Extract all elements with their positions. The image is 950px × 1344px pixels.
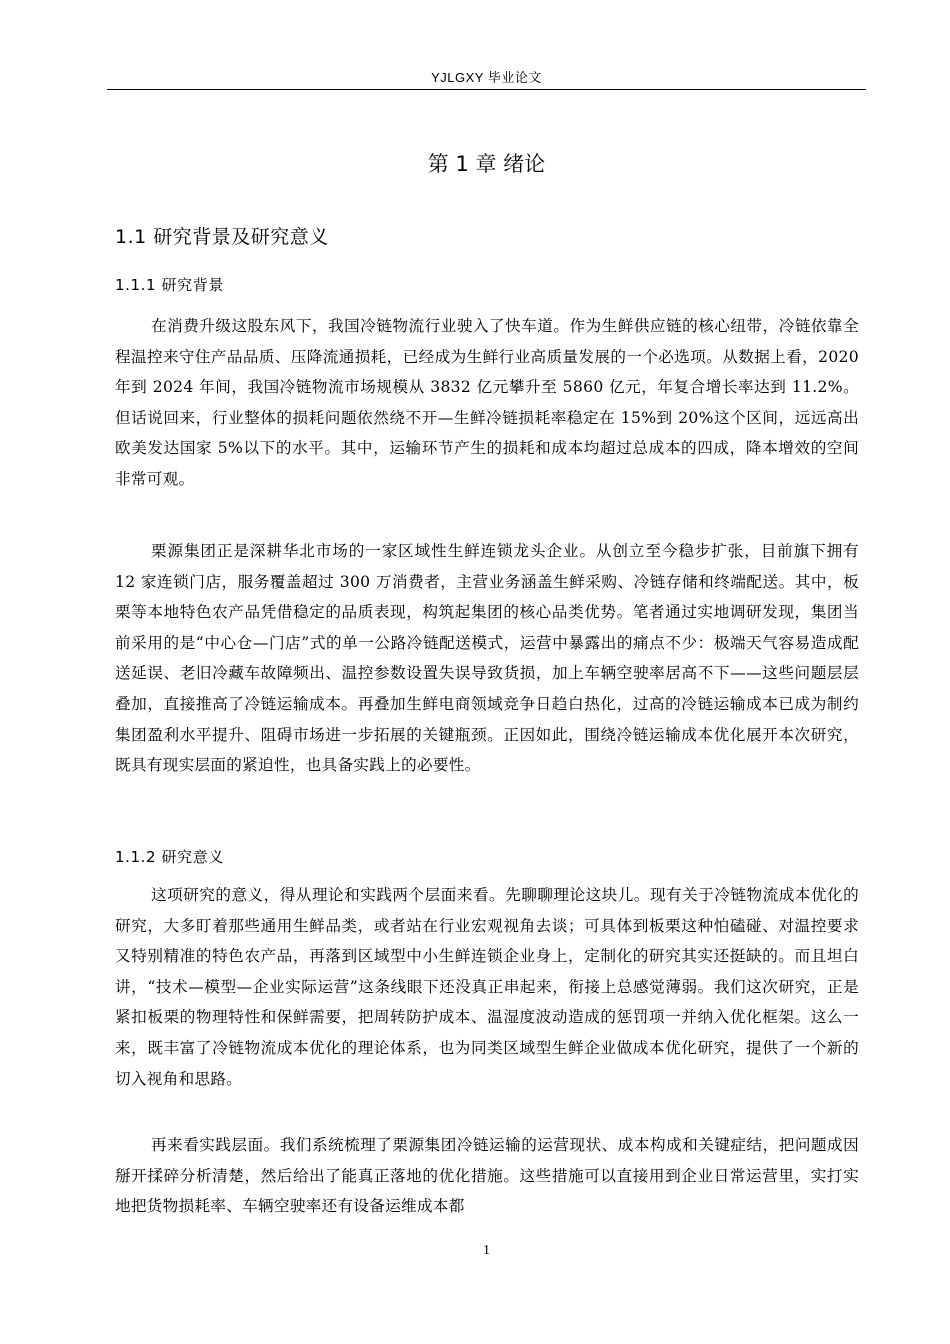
section-heading-1-1: 1.1 研究背景及研究意义 [115,226,329,248]
chapter-title: 第 1 章 绪论 [427,152,546,176]
page-number: 1 [483,1243,490,1258]
paragraph-background-1: 在消费升级这股东风下，我国冷链物流行业驶入了快车道。作为生鲜供应链的核心纽带，冷链依靠全程温控来守住产品品质、压降流通损耗，已经成为生鲜行业高质量发展的一个必选项。从数据上看，2020 年到 2024 年间，我国冷链物流市场规模从 3832 亿元攀升至 5860 亿元，年复合增长率达到 11.2%。但话说回来，行业整体的损耗问题依然绕不开—生鲜冷链损耗率稳定在 15%到 20%这个区间，远远高出欧美发达国家 5%以下的水平。其中，运输环节产生的损耗和成本均超过总成本的四成，降本增效的空间非常可观。 [115,317,859,488]
paragraph-significance-2: 再来看实践层面。我们系统梳理了栗源集团冷链运输的运营现状、成本构成和关键症结，把问题成因掰开揉碎分析清楚，然后给出了能真正落地的优化措施。这些措施可以直接用到企业日常运营里，实打实地把货物损耗率、车辆空驶率还有设备运维成本都 [115,1136,859,1216]
page-header: YJLGXY 毕业论文 [431,70,542,85]
paragraph-significance-1: 这项研究的意义，得从理论和实践两个层面来看。先聊聊理论这块儿。现有关于冷链物流成本优化的研究，大多盯着那些通用生鲜品类，或者站在行业宏观视角去谈；可具体到板栗这种怕磕碰、对温控要求又特别精准的特色农产品，再落到区域型中小生鲜连锁企业身上，定制化的研究其实还挺缺的。而且坦白讲，“技术—模型—企业实际运营”这条线眼下还没真正串起来，衔接上总感觉薄弱。我们这次研究，正是紧扣板栗的物理特性和保鲜需要，把周转防护成本、温湿度波动造成的惩罚项一并纳入优化框架。这么一来，既丰富了冷链物流成本优化的理论体系，也为同类区域型生鲜企业做成本优化研究，提供了一个新的切入视角和思路。 [115,886,859,1088]
paragraph-background-2: 栗源集团正是深耕华北市场的一家区域性生鲜连锁龙头企业。从创立至今稳步扩张，目前旗下拥有 12 家连锁门店，服务覆盖超过 300 万消费者，主营业务涵盖生鲜采购、冷链存储和终端配送。其中，板栗等本地特色农产品凭借稳定的品质表现，构筑起集团的核心品类优势。笔者通过实地调研发现，集团当前采用的是“中心仓—门店”式的单一公路冷链配送模式，运营中暴露出的痛点不少：极端天气容易造成配送延误、老旧冷藏车故障频出、温控参数设置失误导致货损，加上车辆空驶率居高不下——这些问题层层叠加，直接推高了冷链运输成本。再叠加生鲜电商领域竞争日趋白热化，过高的冷链运输成本已成为制约集团盈利水平提升、阻碍市场进一步拓展的关键瓶颈。正因如此，围绕冷链运输成本优化展开本次研究，既具有现实层面的紧迫性，也具备实践上的必要性。 [115,542,859,775]
section-heading-1-1-1: 1.1.1 研究背景 [115,276,224,294]
section-heading-1-1-2: 1.1.2 研究意义 [115,848,224,866]
header-divider [107,89,866,90]
